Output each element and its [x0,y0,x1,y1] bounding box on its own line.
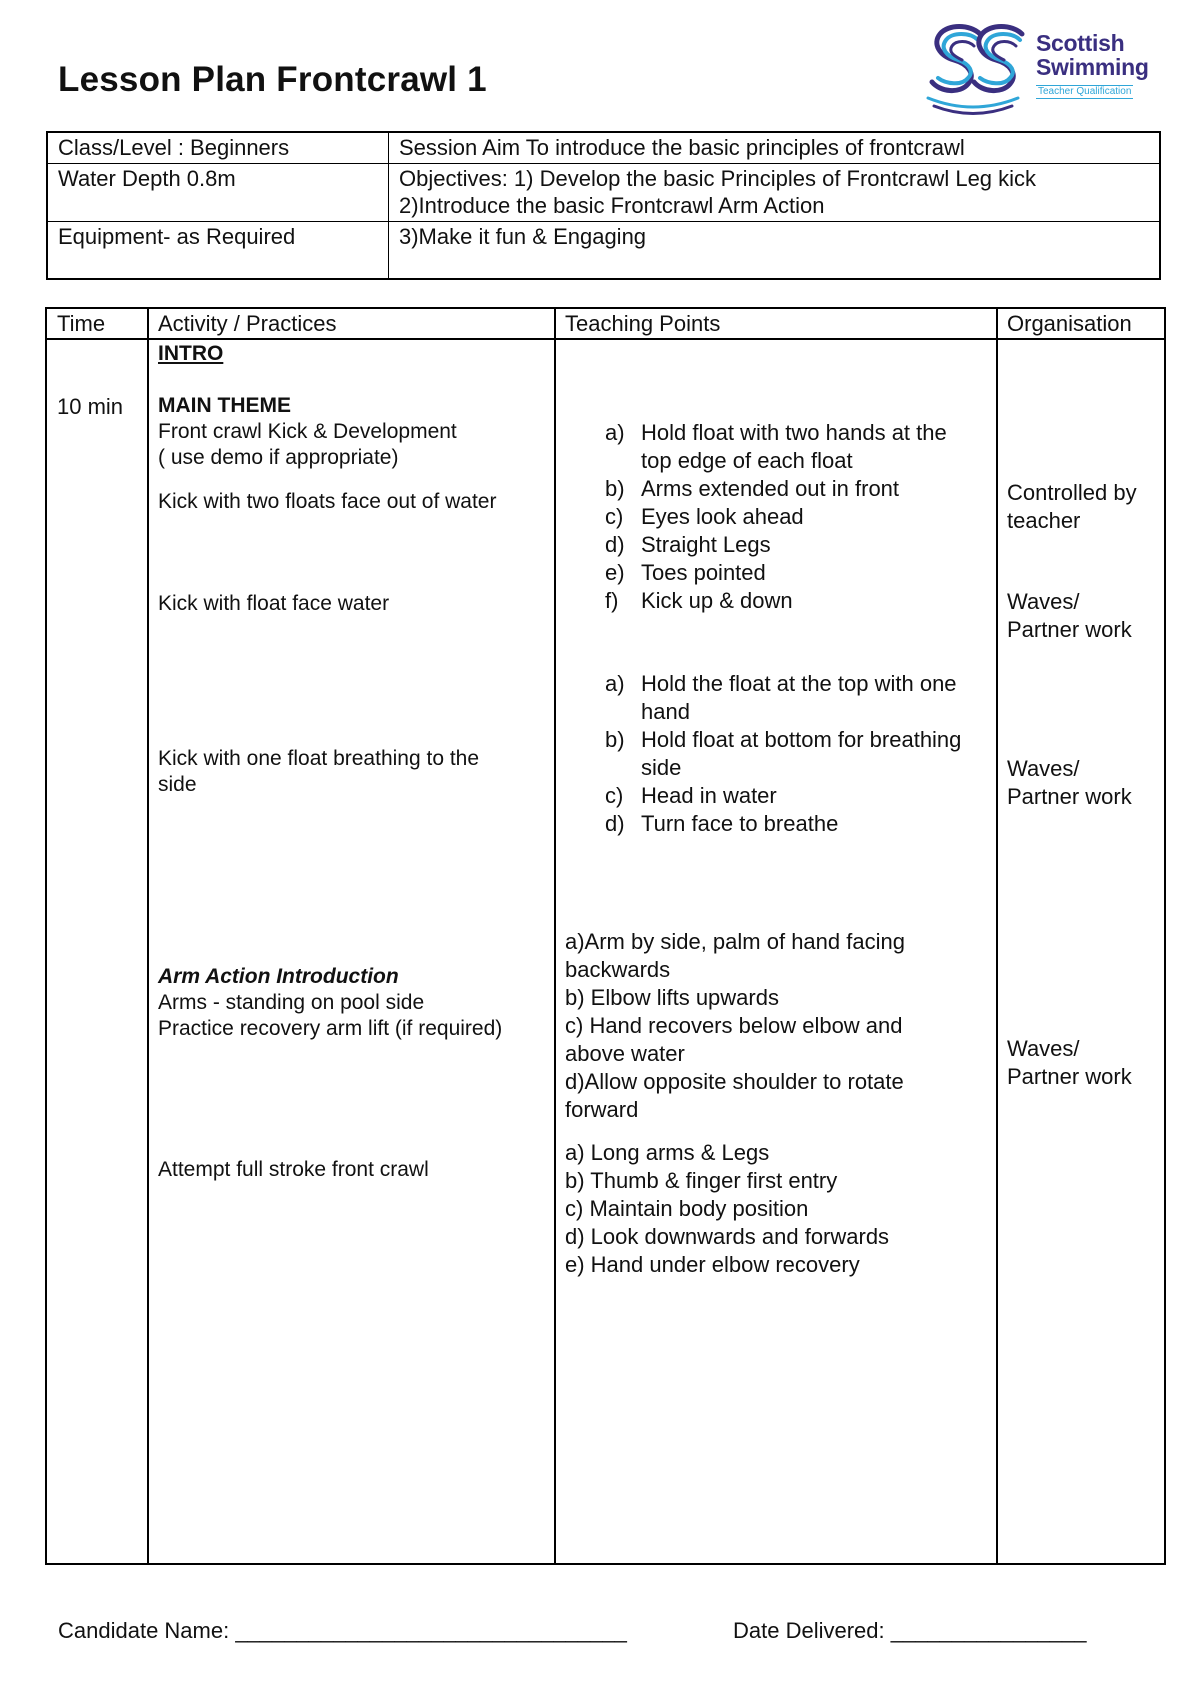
organisation-1 [1007,479,1137,535]
list-marker: a) [605,671,625,696]
info-row [47,222,1160,280]
list-marker: d) [605,532,625,557]
list-text: Hold float at bottom for breathing side [641,727,962,780]
objective-1: Objectives: 1) Develop the basic Principles of Frontcrawl Leg kick [399,166,1037,191]
teaching-points-arm [565,928,905,1124]
list-text: Toes pointed [641,560,766,585]
activity-two-floats: Kick with two floats face out of water [158,490,497,513]
list-marker: c) [605,504,624,529]
list-item [605,559,981,587]
class-level: Class/Level : Beginners [47,132,389,164]
activity-line: side [158,773,197,796]
list-item [605,587,981,615]
objective-3: 3)Make it fun & Engaging [389,222,1161,280]
list-item: d) Look downwards and forwards [565,1224,890,1249]
list-item [605,531,981,559]
list-text: Eyes look ahead [641,504,804,529]
info-row [47,164,1160,222]
list-item: backwards [565,957,671,982]
organisation-line: Waves/ [1007,1036,1080,1061]
organisation-3 [1007,755,1132,811]
organisation-line: Controlled by [1007,480,1137,505]
list-item: b) Thumb & finger first entry [565,1168,838,1193]
full-stroke-activity: Attempt full stroke front crawl [158,1158,429,1181]
logo-line-1: Scottish [1036,30,1125,56]
lesson-plan-table [45,307,1166,1565]
list-item [605,475,981,503]
list-item: d)Allow opposite shoulder to rotate [565,1069,904,1094]
header-organisation: Organisation [1007,311,1132,336]
swimming-logo-icon [918,20,1028,120]
list-text: Straight Legs [641,532,771,557]
list-marker: f) [605,588,619,613]
time-value: 10 min [57,394,124,419]
list-marker: b) [605,727,625,752]
organisation-4 [1007,1035,1132,1091]
organisation-line: Waves/ [1007,756,1080,781]
water-depth: Water Depth 0.8m [47,164,389,222]
list-item [605,726,981,782]
date-delivered-field: Date Delivered: ________________ [733,1618,1087,1643]
list-text: Turn face to breathe [641,811,839,836]
activity-one-float [158,746,479,798]
kick-title: Front crawl Kick & Development [158,420,457,443]
header-activity: Activity / Practices [158,311,337,336]
column-divider [996,309,998,1563]
demo-note: ( use demo if appropriate) [158,446,399,469]
list-text: Hold float with two hands at the top edge of each float [641,420,947,473]
header-teaching-points: Teaching Points [565,311,721,336]
info-row [47,132,1160,164]
main-theme-heading: MAIN THEME [158,394,291,417]
intro-heading: INTRO [158,342,224,365]
activity-float-face: Kick with float face water [158,592,390,615]
session-info-table [46,131,1161,280]
teaching-points-kick [605,419,981,615]
activity-column [158,341,457,471]
organisation-line: Partner work [1007,617,1132,642]
list-item: c) Maintain body position [565,1196,809,1221]
organisation-line: Waves/ [1007,589,1080,614]
list-text: Hold the float at the top with one hand [641,671,957,724]
scottish-swimming-logo [918,20,1158,120]
list-marker: c) [605,783,624,808]
list-item [605,782,981,810]
objective-2: 2)Introduce the basic Frontcrawl Arm Action [399,193,825,218]
list-text: Head in water [641,783,777,808]
activity-line: Kick with one float breathing to the [158,747,480,770]
list-item [605,419,981,475]
header-divider [47,338,1164,340]
spacer [158,367,457,393]
column-divider [147,309,149,1563]
list-item: c) Hand recovers below elbow and [565,1013,903,1038]
list-marker: a) [605,420,625,445]
teaching-points-float [605,670,981,838]
list-marker: e) [605,560,625,585]
objectives [389,164,1161,222]
list-item: a)Arm by side, palm of hand facing [565,929,905,954]
organisation-2 [1007,588,1132,644]
arm-action-heading: Arm Action Introduction [158,965,399,988]
logo-line-3: Teacher Qualification [1038,86,1132,97]
teaching-points-full-stroke [565,1139,889,1279]
arm-line: Practice recovery arm lift (if required) [158,1017,503,1040]
logo-line-2: Swimming [1036,54,1149,80]
organisation-line: Partner work [1007,784,1132,809]
list-item: b) Elbow lifts upwards [565,985,779,1010]
column-divider [554,309,556,1563]
session-aim: Session Aim To introduce the basic principles of frontcrawl [389,132,1161,164]
list-item: forward [565,1097,639,1122]
page-title: Lesson Plan Frontcrawl 1 [58,60,487,99]
list-item: above water [565,1041,685,1066]
list-item [605,810,981,838]
candidate-name-field: Candidate Name: ________________________________ [58,1618,627,1643]
equipment: Equipment- as Required [47,222,389,280]
list-item: a) Long arms & Legs [565,1140,770,1165]
list-marker: b) [605,476,625,501]
list-item [605,670,981,726]
header-time: Time [57,311,106,336]
arm-line: Arms - standing on pool side [158,991,425,1014]
list-marker: d) [605,811,625,836]
list-item [605,503,981,531]
organisation-line: teacher [1007,508,1081,533]
organisation-line: Partner work [1007,1064,1132,1089]
list-text: Kick up & down [641,588,793,613]
arm-action-block [158,964,502,1042]
list-text: Arms extended out in front [641,476,900,501]
list-item: e) Hand under elbow recovery [565,1252,860,1277]
